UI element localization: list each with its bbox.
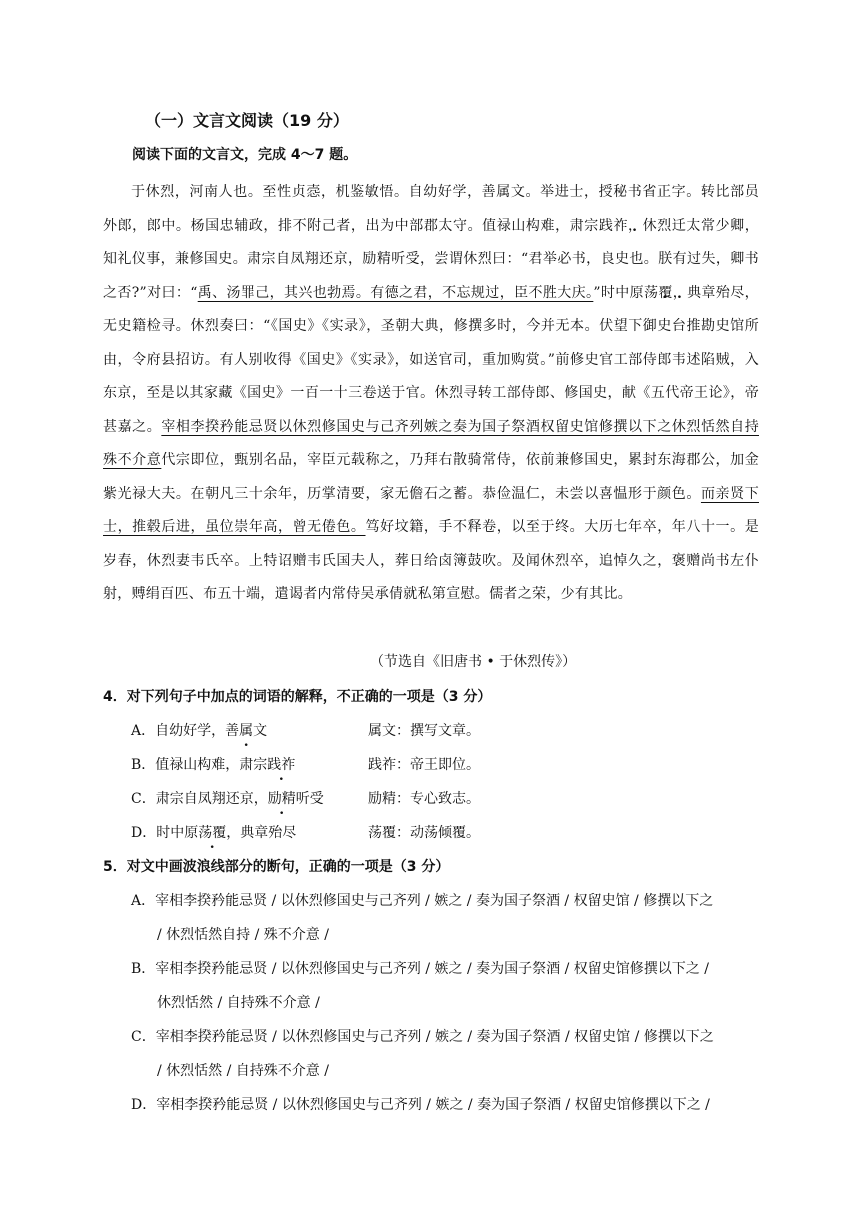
q4-option-a: A．自幼好学，善属文 bbox=[131, 723, 268, 739]
q4-option-b-explanation: 践祚：帝王即位。 bbox=[368, 757, 480, 773]
q5-option-b: B．宰相李揆矜能忌贤 / 以休烈修国史与己齐列 / 嫉之 / 奏为国子祭酒 / 权留史馆修撰以下之 / bbox=[131, 961, 709, 977]
wavy-underlined-sentence: 宰相李揆矜能忌贤以休烈修国史与己齐列嫉之奏为国子祭酒权留史馆修撰以下之休烈恬然自持殊不介意 bbox=[103, 418, 759, 468]
q4-option-b: B．值禄山构难，肃宗践祚 bbox=[131, 757, 296, 773]
q5-option-c: C．宰相李揆矜能忌贤 / 以休烈修国史与己齐列 / 嫉之 / 奏为国子祭酒 / 权留史馆 / 修撰以下之 bbox=[131, 1029, 714, 1045]
instruction: 阅读下面的文言文，完成 4～7 题。 bbox=[132, 147, 358, 163]
dotted-word: 荡 . bbox=[644, 285, 658, 301]
question-5-title: 5．对文中画波浪线部分的断句，正确的一项是（3 分） bbox=[103, 859, 450, 875]
underlined-sentence: 而亲贤下士，推毂后进，虽位崇年高，曾无倦色。 bbox=[103, 485, 759, 535]
q5-option-a: A．宰相李揆矜能忌贤 / 以休烈修国史与己齐列 / 嫉之 / 奏为国子祭酒 / 权留史馆 / 修撰以下之 bbox=[131, 893, 714, 909]
passage-text: ，休烈迁太常少卿，知礼仪事，兼修国史。肃宗自凤翔还京，励精听受，尝谓休烈曰：“君举必书，良史也。朕有过失，卿书之否?”对曰：“ bbox=[103, 217, 760, 301]
q4-option-c: C．肃宗自凤翔还京，励精听受 bbox=[131, 791, 324, 807]
dotted-word: 覆 . bbox=[658, 285, 672, 301]
underlined-sentence: 禹、汤罪己，其兴也勃焉。有德之君，不忘规过，臣不胜大庆。 bbox=[197, 284, 594, 301]
passage-text: 笃好坟籍，手不释卷，以至于终。大历七年卒，年八十一。是岁春，休烈妻韦氏卒。上特诏赠韦氏国夫人，葬日给卤簿鼓吹。及闻休烈卒，追悼久之，褒赠尚书左仆射，赙绢百匹、布五十端，遣谒者内常侍吴承倩就私第宣慰。儒者之荣，少有其比。 bbox=[103, 519, 759, 602]
section-title: （一）文言文阅读（19 分） bbox=[145, 111, 349, 130]
q5-option-b-cont: 休烈恬然 / 自持殊不介意 / bbox=[157, 995, 320, 1011]
q5-option-d: D．宰相李揆矜能忌贤 / 以休烈修国史与己齐列 / 嫉之 / 奏为国子祭酒 / 权留史馆修撰以下之 / bbox=[131, 1097, 710, 1113]
classical-passage bbox=[103, 176, 759, 612]
q4-option-d-explanation: 荡覆：动荡倾覆。 bbox=[368, 825, 480, 841]
passage-text: ，典章殆尽，无史籍检寻。休烈奏曰：“《国史》《实录》，圣朝大典，修撰多时，今并无本。伏望下御史台推勘史馆所由，令府县招访。有人别收得《国史》《实录》，如送官司，重加购赏。”前修史官工部侍郎韦述陷贼，入东京，至是以其家藏《国史》一百一十三卷送于官。休烈寻转工部侍郎、修国史，献《五代帝王论》，帝甚嘉之。 bbox=[103, 284, 759, 435]
q4-option-a-explanation: 属文：撰写文章。 bbox=[368, 723, 480, 739]
question-4-title: 4．对下列句子中加点的词语的解释，不正确的一项是（3 分） bbox=[103, 689, 492, 705]
passage-text: 代宗即位，甄别名品，宰臣元载称之，乃拜右散骑常侍，依前兼修国史，累封东海郡公，加金紫光禄大夫。在朝凡三十余年，历掌清要，家无儋石之蓄。恭俭温仁，未尝以喜愠形于颜色。 bbox=[103, 452, 759, 502]
q4-option-d: D．时中原荡覆，典章殆尽 bbox=[131, 825, 297, 841]
passage-text: 于休烈，河南人也。至性贞悫，机鉴敏悟。自幼好学，善属文。举进士，授秘书省正字。转比部员外郎，郎中。杨国忠辅政，排不附己者，出为中部郡太守。值禄山构难，肃宗践 bbox=[103, 184, 759, 234]
q4-option-c-explanation: 励精：专心致志。 bbox=[368, 791, 480, 807]
passage-text: ”时中原 bbox=[593, 284, 645, 301]
dotted-word: 祚 . bbox=[613, 218, 628, 234]
source-citation: （节选自《旧唐书 • 于休烈传》） bbox=[370, 654, 577, 670]
q5-option-c-cont: / 休烈恬然 / 自持殊不介意 / bbox=[157, 1063, 329, 1079]
q5-option-a-cont: / 休烈恬然自持 / 殊不介意 / bbox=[157, 927, 329, 943]
